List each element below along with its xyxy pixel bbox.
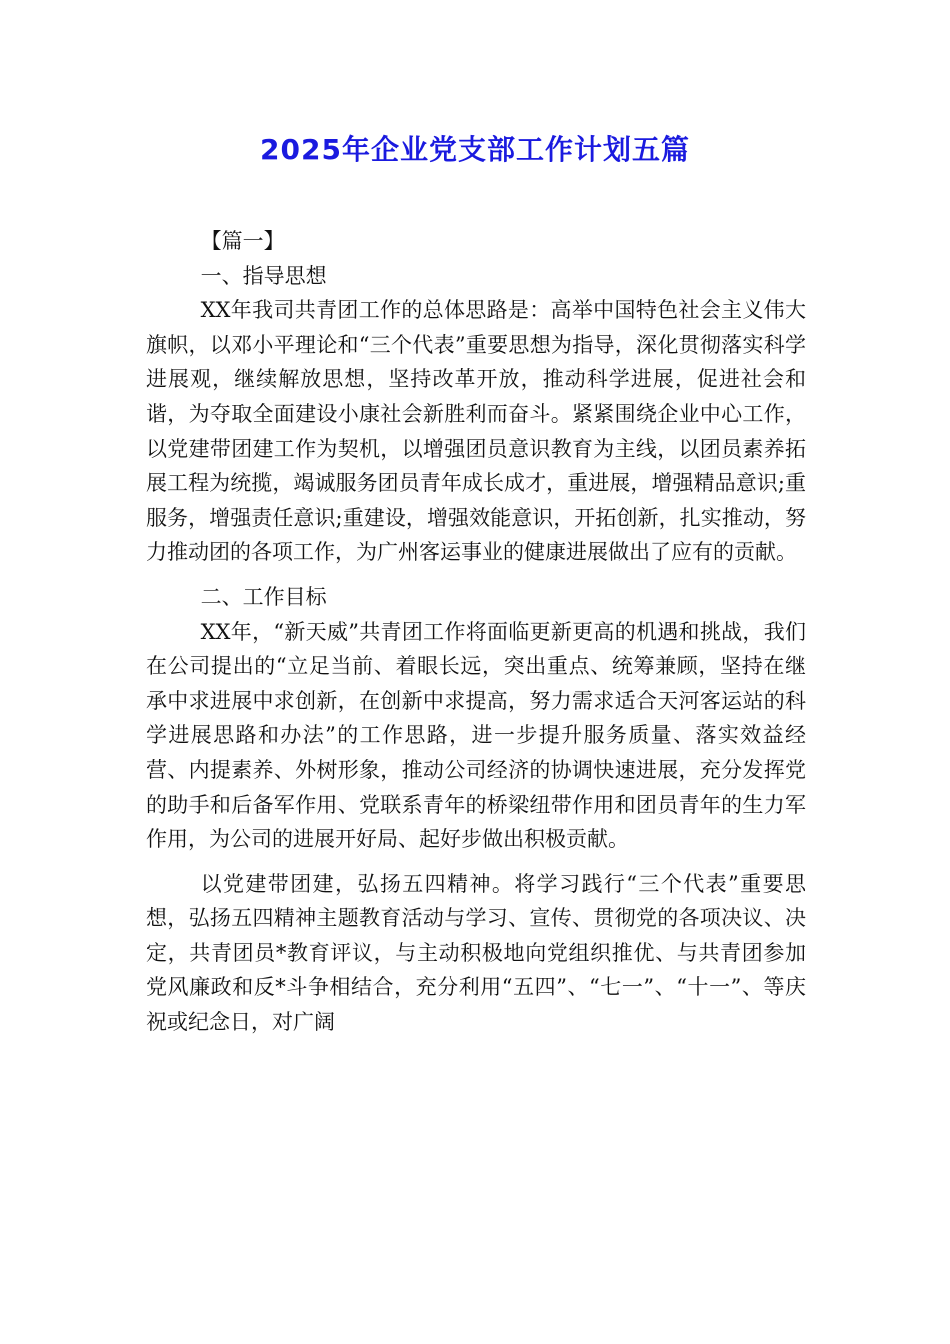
document-body: [146, 224, 806, 1040]
paragraph-party-building: 以党建带团建，弘扬五四精神。将学习践行“三个代表”重要思想，弘扬五四精神主题教育活动与学习、宣传、贯彻党的各项决议、决定，共青团员*教育评议，与主动积极地向党组织推优、与共青团参加党风廉政和反*斗争相结合，充分利用“五四”、“七一”、“十一”、等庆祝或纪念日，对广阔: [146, 871, 806, 1035]
heading-work-goals: 二、工作目标: [200, 584, 327, 609]
paragraph-guiding-ideology: XX年我司共青团工作的总体思路是：高举中国特色社会主义伟大旗帜，以邓小平理论和“三个代表”重要思想为指导，深化贯彻落实科学进展观，继续解放思想，坚持改革开放，推动科学进展，促进社会和谐，为夺取全面建设小康社会新胜利而奋斗。紧紧围绕企业中心工作，以党建带团建工作为契机，以增强团员意识教育为主线，以团员素养拓展工程为统揽，竭诚服务团员青年成长成才，重进展，增强精品意识;重服务，增强责任意识;重建设，增强效能意识，开拓创新，扎实推动，努力推动团的各项工作，为广州客运事业的健康进展做出了应有的贡献。: [146, 298, 806, 565]
paragraph-work-goals: XX年，“新天威”共青团工作将面临更新更高的机遇和挑战，我们在公司提出的“立足当前、着眼长远，突出重点、统筹兼顾，坚持在继承中求进展中求创新，在创新中求提高，努力需求适合天河客运站的科学进展思路和办法”的工作思路，进一步提升服务质量、落实效益经营、内提素养、外树形象，推动公司经济的协调快速进展，充分发挥党的助手和后备军作用、党联系青年的桥梁纽带作用和团员青年的生力军作用，为公司的进展开好局、起好步做出积极贡献。: [146, 619, 806, 852]
section-label: 【篇一】: [200, 229, 285, 253]
document-title: 2025年企业党支部工作计划五篇: [260, 133, 690, 166]
heading-guiding-ideology: 一、指导思想: [200, 263, 327, 288]
